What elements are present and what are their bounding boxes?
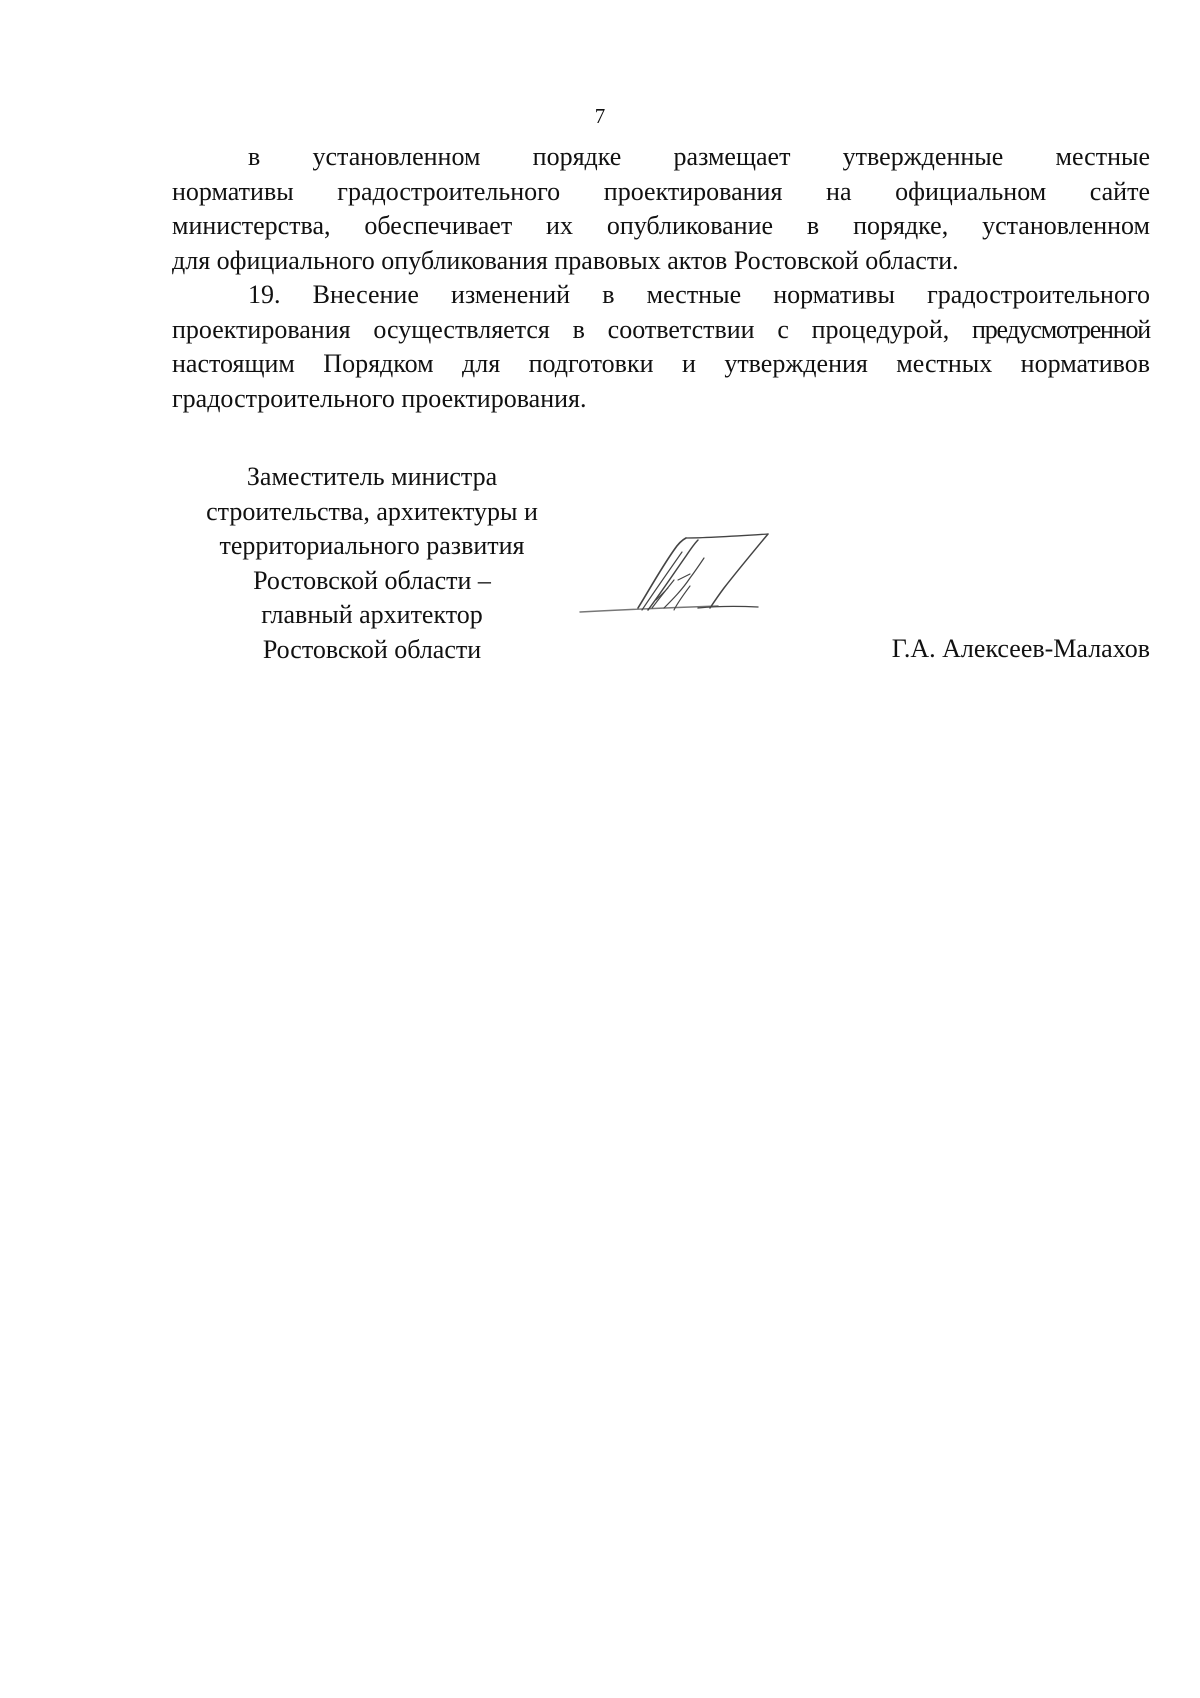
position-line: главный архитектор (261, 600, 483, 629)
position-line: строительства, архитектуры и (206, 496, 538, 526)
signer-name: Г.А. Алексеев-Малахов (891, 634, 1150, 663)
text-line (172, 209, 1150, 244)
text-line (172, 244, 1150, 279)
signatory-position (172, 460, 572, 667)
paragraph-publication (172, 140, 1150, 278)
text-line (172, 175, 1150, 210)
text-line-content: в установленном порядке размещает утвержденные местные (248, 142, 1150, 171)
text-line (172, 278, 1150, 313)
text-line-content: 19. Внесение изменений в местные нормативы градостроительного (248, 280, 1150, 309)
text-line (172, 382, 1150, 417)
position-line: Ростовской области – (253, 565, 491, 595)
condensed-word: предусмотренной (972, 314, 1150, 344)
text-line (172, 140, 1150, 175)
position-line: территориального развития (219, 531, 525, 560)
handwritten-signature (578, 530, 788, 620)
document-body (172, 140, 1150, 416)
text-line-content: для официального опубликования правовых актов Ростовской области. (172, 245, 959, 275)
text-line-content: проектирования осуществляется в соответствии с процедурой, (172, 314, 950, 344)
paragraph-item-19 (172, 278, 1150, 416)
position-line: Ростовской области (262, 634, 482, 664)
text-line (172, 347, 1150, 382)
text-line-content: настоящим Порядком для подготовки и утверждения местных нормативов (172, 349, 1150, 378)
text-line-content: нормативы градостроительного проектирования на официальном сайте (172, 176, 1150, 206)
text-line-content: градостроительного проектирования. (172, 383, 587, 413)
position-line: Заместитель министра (246, 462, 498, 491)
text-line (172, 313, 1150, 348)
text-line-content: министерства, обеспечивает их опубликование в порядке, установленном (172, 211, 1150, 240)
page-number: 7 (594, 104, 606, 128)
